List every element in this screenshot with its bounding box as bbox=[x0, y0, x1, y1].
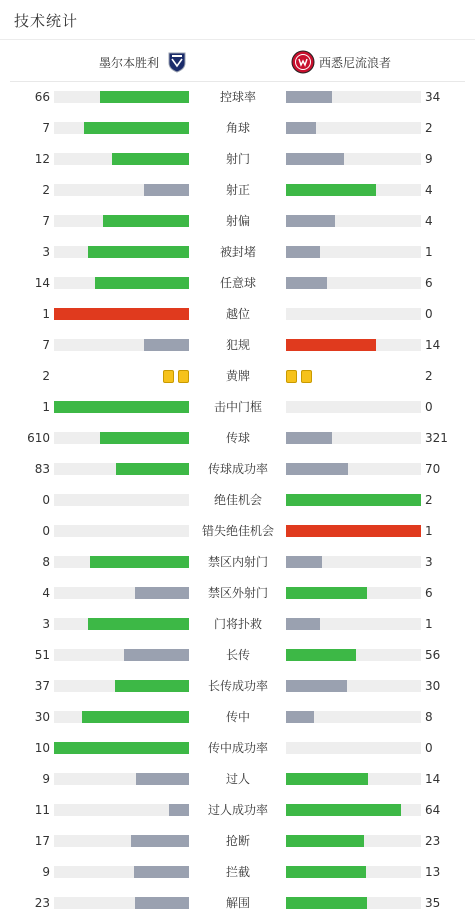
away-value: 1 bbox=[425, 617, 433, 631]
home-bar-fill bbox=[95, 277, 190, 289]
away-value: 34 bbox=[425, 90, 441, 104]
home-bar-track bbox=[54, 91, 189, 103]
away-value: 8 bbox=[425, 710, 433, 724]
home-bar-track bbox=[54, 401, 189, 413]
away-value: 0 bbox=[425, 400, 433, 414]
home-team[interactable] bbox=[99, 49, 189, 75]
away-bar-fill bbox=[286, 463, 348, 475]
away-value: 6 bbox=[425, 586, 433, 600]
away-yellow-cards bbox=[286, 370, 312, 383]
stat-label: 长传成功率 bbox=[207, 679, 268, 693]
home-bar-track bbox=[54, 680, 189, 692]
home-value: 8 bbox=[42, 555, 50, 569]
away-bar-fill bbox=[286, 711, 314, 723]
teams-bar bbox=[0, 40, 475, 82]
home-bar-track bbox=[54, 122, 189, 134]
stat-row bbox=[0, 175, 475, 206]
home-bar-fill bbox=[84, 122, 189, 134]
away-bar-fill bbox=[286, 277, 327, 289]
stat-row bbox=[0, 82, 475, 113]
stat-row bbox=[0, 795, 475, 826]
stat-label: 射偏 bbox=[225, 214, 250, 228]
away-bar-fill bbox=[286, 587, 367, 599]
stat-label: 禁区内射门 bbox=[207, 555, 268, 569]
home-bar-fill bbox=[169, 804, 189, 816]
stat-label: 抢断 bbox=[225, 834, 250, 848]
western-sydney-wanderers-crest-icon bbox=[291, 50, 315, 74]
away-bar-fill bbox=[286, 246, 320, 258]
stat-label: 拦截 bbox=[225, 865, 250, 879]
home-value: 11 bbox=[34, 803, 50, 817]
home-bar-fill bbox=[135, 587, 189, 599]
home-value: 51 bbox=[34, 648, 50, 662]
away-value: 2 bbox=[425, 493, 433, 507]
away-bar-fill bbox=[286, 525, 421, 537]
away-value: 1 bbox=[425, 524, 433, 538]
home-bar-fill bbox=[135, 897, 189, 909]
home-value: 4 bbox=[42, 586, 50, 600]
home-value: 17 bbox=[34, 834, 50, 848]
away-bar-fill bbox=[286, 835, 364, 847]
stat-label: 传中 bbox=[225, 710, 250, 724]
melbourne-victory-crest-icon bbox=[165, 50, 189, 74]
stat-row bbox=[0, 392, 475, 423]
home-bar-fill bbox=[136, 773, 189, 785]
home-bar-fill bbox=[88, 618, 189, 630]
stat-label: 长传 bbox=[225, 648, 250, 662]
away-value: 6 bbox=[425, 276, 433, 290]
away-value: 0 bbox=[425, 741, 433, 755]
away-bar-fill bbox=[286, 556, 322, 568]
away-bar-track bbox=[286, 277, 421, 289]
yellow-card-icon bbox=[286, 370, 297, 383]
stat-label: 越位 bbox=[225, 307, 250, 321]
stat-row bbox=[0, 516, 475, 547]
home-bar-track bbox=[54, 835, 189, 847]
home-value: 7 bbox=[42, 214, 50, 228]
stat-label: 错失绝佳机会 bbox=[201, 524, 274, 538]
away-value: 35 bbox=[425, 896, 441, 910]
home-value: 9 bbox=[42, 772, 50, 786]
stat-label: 过人 bbox=[225, 772, 250, 786]
home-value: 2 bbox=[42, 369, 50, 383]
home-bar-fill bbox=[116, 463, 189, 475]
away-value: 1 bbox=[425, 245, 433, 259]
away-bar-track bbox=[286, 804, 421, 816]
home-bar-track bbox=[54, 742, 189, 754]
home-value: 10 bbox=[34, 741, 50, 755]
home-team-name: 墨尔本胜利 bbox=[98, 55, 159, 70]
away-value: 70 bbox=[425, 462, 441, 476]
stat-row bbox=[0, 361, 475, 392]
away-value: 3 bbox=[425, 555, 433, 569]
home-bar-fill bbox=[144, 184, 189, 196]
home-value: 1 bbox=[42, 307, 50, 321]
away-value: 13 bbox=[425, 865, 441, 879]
stat-row bbox=[0, 237, 475, 268]
page-title: 技术统计 bbox=[14, 12, 79, 30]
stat-label: 禁区外射门 bbox=[207, 586, 268, 600]
away-bar-fill bbox=[286, 153, 344, 165]
away-bar-track bbox=[286, 680, 421, 692]
stat-label: 传球 bbox=[225, 431, 250, 445]
home-bar-track bbox=[54, 339, 189, 351]
home-value: 12 bbox=[34, 152, 50, 166]
home-yellow-cards bbox=[163, 370, 189, 383]
home-value: 7 bbox=[42, 338, 50, 352]
away-value: 321 bbox=[425, 431, 448, 445]
away-bar-fill bbox=[286, 649, 356, 661]
home-bar-track bbox=[54, 153, 189, 165]
away-bar-track bbox=[286, 494, 421, 506]
stat-label: 角球 bbox=[225, 121, 250, 135]
home-bar-track bbox=[54, 246, 189, 258]
home-value: 9 bbox=[42, 865, 50, 879]
home-bar-fill bbox=[144, 339, 189, 351]
home-value: 3 bbox=[42, 245, 50, 259]
stat-row bbox=[0, 857, 475, 888]
home-bar-track bbox=[54, 215, 189, 227]
away-bar-fill bbox=[286, 866, 366, 878]
stat-row bbox=[0, 206, 475, 237]
home-value: 14 bbox=[34, 276, 50, 290]
stat-label: 绝佳机会 bbox=[213, 493, 262, 507]
home-value: 7 bbox=[42, 121, 50, 135]
home-bar-track bbox=[54, 184, 189, 196]
away-bar-track bbox=[286, 711, 421, 723]
away-bar-fill bbox=[286, 773, 368, 785]
away-team[interactable] bbox=[291, 49, 391, 75]
home-bar-track bbox=[54, 525, 189, 537]
stat-label: 黄牌 bbox=[225, 369, 250, 383]
away-bar-track bbox=[286, 773, 421, 785]
stat-row bbox=[0, 702, 475, 733]
stat-label: 射门 bbox=[225, 152, 250, 166]
home-bar-fill bbox=[54, 401, 189, 413]
home-bar-fill bbox=[115, 680, 189, 692]
stat-row bbox=[0, 640, 475, 671]
away-bar-fill bbox=[286, 215, 335, 227]
away-value: 2 bbox=[425, 369, 433, 383]
home-bar-track bbox=[54, 556, 189, 568]
home-bar-fill bbox=[54, 308, 189, 320]
away-bar-track bbox=[286, 587, 421, 599]
stat-row bbox=[0, 826, 475, 857]
home-bar-fill bbox=[100, 91, 189, 103]
home-bar-track bbox=[54, 463, 189, 475]
stat-row bbox=[0, 113, 475, 144]
away-bar-fill bbox=[286, 897, 367, 909]
away-value: 30 bbox=[425, 679, 441, 693]
home-bar-track bbox=[54, 308, 189, 320]
away-bar-track bbox=[286, 835, 421, 847]
stat-label: 被封堵 bbox=[219, 245, 256, 259]
home-bar-fill bbox=[82, 711, 189, 723]
away-bar-track bbox=[286, 618, 421, 630]
stat-row bbox=[0, 144, 475, 175]
away-bar-track bbox=[286, 897, 421, 909]
stat-row bbox=[0, 485, 475, 516]
stat-label: 犯规 bbox=[225, 338, 250, 352]
home-value: 1 bbox=[42, 400, 50, 414]
away-bar-fill bbox=[286, 184, 376, 196]
stat-label: 传中成功率 bbox=[207, 741, 268, 755]
home-value: 30 bbox=[34, 710, 50, 724]
away-bar-track bbox=[286, 525, 421, 537]
home-value: 66 bbox=[34, 90, 50, 104]
home-value: 610 bbox=[27, 431, 50, 445]
stat-label: 击中门框 bbox=[213, 400, 262, 414]
home-bar-fill bbox=[88, 246, 189, 258]
home-value: 2 bbox=[42, 183, 50, 197]
home-bar-fill bbox=[112, 153, 189, 165]
away-value: 4 bbox=[425, 214, 433, 228]
away-value: 0 bbox=[425, 307, 433, 321]
home-bar-fill bbox=[100, 432, 189, 444]
yellow-card-icon bbox=[178, 370, 189, 383]
away-value: 2 bbox=[425, 121, 433, 135]
away-bar-fill bbox=[286, 494, 421, 506]
home-bar-fill bbox=[124, 649, 189, 661]
away-value: 9 bbox=[425, 152, 433, 166]
away-value: 14 bbox=[425, 338, 441, 352]
home-value: 83 bbox=[34, 462, 50, 476]
stat-row bbox=[0, 299, 475, 330]
away-bar-track bbox=[286, 463, 421, 475]
away-bar-fill bbox=[286, 432, 332, 444]
away-value: 23 bbox=[425, 834, 441, 848]
home-bar-track bbox=[54, 897, 189, 909]
home-bar-track bbox=[54, 711, 189, 723]
stats-header bbox=[0, 0, 475, 40]
away-bar-fill bbox=[286, 122, 316, 134]
away-bar-track bbox=[286, 339, 421, 351]
away-bar-track bbox=[286, 215, 421, 227]
away-bar-track bbox=[286, 401, 421, 413]
home-bar-fill bbox=[134, 866, 189, 878]
home-value: 37 bbox=[34, 679, 50, 693]
away-value: 14 bbox=[425, 772, 441, 786]
home-bar-fill bbox=[131, 835, 189, 847]
home-bar-track bbox=[54, 773, 189, 785]
home-value: 0 bbox=[42, 524, 50, 538]
yellow-card-icon bbox=[163, 370, 174, 383]
home-bar-track bbox=[54, 277, 189, 289]
stat-row bbox=[0, 888, 475, 919]
away-bar-track bbox=[286, 432, 421, 444]
home-value: 23 bbox=[34, 896, 50, 910]
away-bar-track bbox=[286, 649, 421, 661]
home-bar-track bbox=[54, 494, 189, 506]
stat-row bbox=[0, 578, 475, 609]
stat-row bbox=[0, 330, 475, 361]
stat-row bbox=[0, 609, 475, 640]
home-value: 0 bbox=[42, 493, 50, 507]
away-bar-fill bbox=[286, 680, 347, 692]
home-bar-fill bbox=[103, 215, 189, 227]
home-bar-track bbox=[54, 432, 189, 444]
home-bar-track bbox=[54, 587, 189, 599]
away-value: 4 bbox=[425, 183, 433, 197]
stat-row bbox=[0, 268, 475, 299]
home-bar-fill bbox=[54, 742, 189, 754]
away-bar-track bbox=[286, 122, 421, 134]
home-bar-track bbox=[54, 618, 189, 630]
away-bar-fill bbox=[286, 91, 332, 103]
away-bar-fill bbox=[286, 804, 401, 816]
stat-row bbox=[0, 764, 475, 795]
away-value: 64 bbox=[425, 803, 441, 817]
away-bar-track bbox=[286, 742, 421, 754]
stat-label: 传球成功率 bbox=[207, 462, 268, 476]
away-bar-fill bbox=[286, 339, 376, 351]
home-bar-track bbox=[54, 649, 189, 661]
stat-label: 过人成功率 bbox=[207, 803, 268, 817]
stat-label: 射正 bbox=[225, 183, 250, 197]
stat-label: 门将扑救 bbox=[213, 617, 262, 631]
away-bar-track bbox=[286, 246, 421, 258]
stat-label: 任意球 bbox=[219, 276, 256, 290]
away-bar-track bbox=[286, 308, 421, 320]
away-team-name: 西悉尼流浪者 bbox=[319, 55, 392, 70]
stat-label: 控球率 bbox=[219, 90, 256, 104]
home-bar-track bbox=[54, 866, 189, 878]
stat-row bbox=[0, 454, 475, 485]
yellow-card-icon bbox=[301, 370, 312, 383]
stat-row bbox=[0, 733, 475, 764]
away-value: 56 bbox=[425, 648, 441, 662]
away-bar-track bbox=[286, 153, 421, 165]
away-bar-track bbox=[286, 556, 421, 568]
stat-row bbox=[0, 547, 475, 578]
away-bar-track bbox=[286, 91, 421, 103]
away-bar-fill bbox=[286, 618, 320, 630]
home-bar-track bbox=[54, 804, 189, 816]
home-bar-fill bbox=[90, 556, 189, 568]
away-bar-track bbox=[286, 184, 421, 196]
home-value: 3 bbox=[42, 617, 50, 631]
stat-row bbox=[0, 671, 475, 702]
stat-label: 解围 bbox=[225, 896, 250, 910]
away-bar-track bbox=[286, 866, 421, 878]
stat-row bbox=[0, 423, 475, 454]
